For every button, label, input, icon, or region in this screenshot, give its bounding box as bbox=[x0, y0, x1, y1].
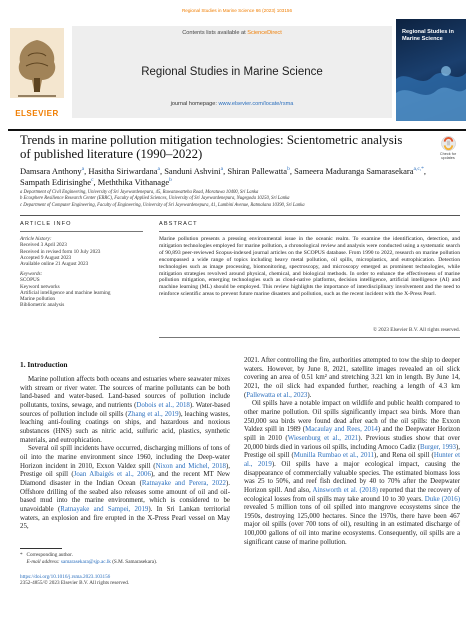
abstract-divider bbox=[159, 231, 460, 232]
body-text: ) and the Deepwater Horizon spill in 2010 ( bbox=[244, 426, 460, 442]
keyword: Keyword networks bbox=[20, 283, 60, 290]
author-name[interactable]: Meththika Vithanage bbox=[97, 176, 170, 187]
citation-link[interactable]: Ratnayake and Perera, 2022 bbox=[141, 479, 226, 487]
citation-link[interactable]: Duke (2016) bbox=[424, 495, 460, 503]
abstract-copyright: © 2023 Elsevier B.V. All rights reserved. bbox=[372, 327, 460, 333]
journal-banner bbox=[72, 26, 392, 118]
article-info-heading: ARTICLE INFO bbox=[20, 221, 72, 227]
journal-homepage-link[interactable]: www.elsevier.com/locate/rsma bbox=[218, 101, 294, 107]
affiliation-divider bbox=[20, 215, 460, 216]
affiliation: a Department of Civil Engineering, University of Sri Jayewardenepura, 45, Rawatawatteha Road, Moratuwa 10400, Sri Lanka bbox=[20, 190, 259, 195]
footnote-divider bbox=[20, 548, 62, 549]
check-for-updates-button[interactable] bbox=[435, 136, 461, 160]
author-email-link[interactable]: samarasekara@sjp.ac.lk bbox=[60, 558, 111, 565]
author-affiliation-marker[interactable]: a,c,* bbox=[413, 166, 424, 173]
author-affiliation-marker[interactable]: a bbox=[220, 166, 224, 173]
body-text: 2021. After controlling the fire, authorities attempted to tow the ship to deeper waters. However, by June 8, 2021, satellite images revealed an oil slick covering an area of 0.51 km² and stretching 3.21 km in length. By June 14, 2021, the oil slick had expanded further, reaching a length of 4.3 km ( bbox=[244, 357, 460, 399]
keyword: Marine pollution bbox=[20, 296, 56, 303]
author-affiliation-marker[interactable]: c bbox=[91, 176, 94, 183]
citation-link[interactable]: Hunter et al., 2019 bbox=[244, 452, 460, 468]
citation-link[interactable]: Ratnayake and Sampei, 2019 bbox=[60, 505, 149, 513]
cover-title: Regional Studies in Marine Science bbox=[402, 29, 454, 42]
section-title-introduction: 1. Introduction bbox=[20, 360, 68, 369]
body-text: ), Prestige oil spill ( bbox=[244, 443, 460, 460]
contents-line: Contents lists available at ScienceDirect bbox=[182, 30, 282, 36]
body-text: Oil spills have a notable impact on wildlife and public health compared to other marine pollution. Oil spills significantly impact sea birds. More than 250,000 sea birds were found dead after each of the oil spills: the Exxon Valdez spill in 1989 ( bbox=[244, 400, 460, 434]
issn-line: 2352-4855/© 2023 Elsevier B.V. All rights reserved. bbox=[20, 580, 130, 587]
body-text: ), and the recent MT New Diamond disaster in the Indian Ocean ( bbox=[20, 471, 230, 487]
author-name[interactable]: Shiran Pallewatta bbox=[227, 166, 288, 176]
affiliations bbox=[20, 190, 460, 209]
citation-link[interactable]: Ainsworth et al. (2018) bbox=[312, 486, 378, 494]
elsevier-tree-icon bbox=[8, 26, 66, 108]
citation-link[interactable]: Pallewatta et al., 2023 bbox=[246, 391, 308, 399]
author-name[interactable]: Hasitha Siriwardana bbox=[88, 166, 158, 176]
article-title: Trends in marine pollution mitigation technologies: Scientometric analysis of published literature (1990–2022) bbox=[20, 133, 403, 161]
keywords bbox=[20, 271, 143, 309]
keyword: Artificial intelligence and machine learning bbox=[20, 289, 111, 296]
check-updates-label: Check for updates bbox=[439, 152, 457, 160]
body-text: ). Previous studies show that over 20,000 birds died in various oil spills, including Amoco Cadiz ( bbox=[244, 434, 461, 451]
citation-link[interactable]: Wiesenburg et al., 2021 bbox=[287, 434, 359, 442]
citation-link[interactable]: Dobois et al., 2018 bbox=[136, 401, 190, 409]
header-divider bbox=[8, 129, 466, 131]
body-text: ). Water-based sources of pollution include oil spills ( bbox=[20, 401, 230, 418]
keywords-label: Keywords: bbox=[20, 271, 43, 277]
intro-right-column bbox=[244, 357, 460, 547]
body-text: ), leaching wastes, leaching anti-fouling coatings on ships, and hazardous and noxious substances (HNS) such as nitric acid, sulfuric acid, plastics, synthetic materials, and eutrophication. bbox=[20, 410, 230, 444]
body-text: ). Oil spills have a major ecological impact, causing the disappearance of commercially valuable species. The estimated biomass loss was 25 to 50%, and reef fish declined by 40 to 70% after the Deepwater Horizon spill. And also, bbox=[244, 460, 460, 494]
abstract-text: Marine pollution presents a pressing environmental issue in the oceanic realm. To examine the identification, detection, and mitigation technologies employed for marine pollution, a chronological review and analysis were conducted using a systematic search of 90,893 peer-reviewed Scopus-indexed journal articles on the SCOPUS database. From 1990 to 2022, research on marine pollution encompassed a wide range of topics including heavy metal pollution, oil spills, microplastics, and eutrophication. Detection technologies such as image processing, biomonitoring, spectroscopy, and microscopy emerged as prominent technologies, while mitigation strategies revolved around physical, chemical, and biological methods. In order to enhance the effectiveness of marine pollution mitigation, emerging technologies such as cloud-native platforms, decision intelligence, artificial intelligence (AI) and machine learning (ML) should be employed. This review highlights the importance of interdisciplinary involvement and the need to reinforce scientific areas to prevent future marine disasters and pollution, such as the recent incident with the X-Press Pearl. bbox=[159, 236, 460, 298]
journal-homepage: journal homepage: www.elsevier.com/locate/rsma bbox=[170, 101, 294, 107]
history-item: Accepted 9 August 2023 bbox=[20, 254, 72, 261]
body-paragraph bbox=[244, 400, 460, 547]
journal-citation: Regional Studies in Marine Science 66 (2023) 103156 bbox=[181, 8, 293, 13]
keyword: SCOPUS bbox=[20, 277, 40, 284]
cover-wave-image bbox=[396, 59, 466, 121]
journal-title: Regional Studies in Marine Science bbox=[141, 66, 323, 78]
citation-link[interactable]: Joan Albaigés et al., 2006 bbox=[73, 471, 151, 479]
corresponding-author-footnote: * Corresponding author. E-mail address: samarasekara@sjp.ac.lk (S.M. Samarasekara). bbox=[20, 552, 158, 565]
author-name[interactable]: Damsara Anthony bbox=[20, 166, 82, 176]
elsevier-logo bbox=[8, 26, 66, 118]
body-paragraph bbox=[20, 445, 230, 532]
history-item: Received 3 April 2023 bbox=[20, 242, 67, 249]
citation-link[interactable]: Macaulay and Rees, 2014 bbox=[305, 426, 378, 434]
info-divider bbox=[20, 231, 143, 232]
body-text: ). In Sri Lankan territorial waters, an explosion and fire erupted in the X-Press Pearl vessel on May 25, bbox=[20, 505, 230, 531]
abstract-end-divider bbox=[159, 337, 460, 338]
body-text: ), and Rena oil spill ( bbox=[374, 452, 434, 460]
body-text: reported that the recovery of ecological losses from oil spills may take around 10 to 30 years. bbox=[244, 486, 460, 503]
abstract-heading: ABSTRACT bbox=[159, 221, 198, 227]
citation-link[interactable]: Nixon and Michel, 2018 bbox=[155, 462, 226, 470]
sciencedirect-link[interactable]: ScienceDirect bbox=[247, 30, 282, 36]
author-name[interactable]: Sameera Maduranga Samarasekara bbox=[294, 166, 414, 176]
doi-link[interactable]: https://doi.org/10.1016/j.rsma.2023.103156 bbox=[20, 574, 111, 580]
author-affiliation-marker[interactable]: b bbox=[169, 176, 172, 183]
keyword: Bibliometric analysis bbox=[20, 302, 65, 309]
body-paragraph bbox=[20, 376, 230, 445]
check-updates-icon bbox=[441, 136, 456, 151]
body-text: Marine pollution affects both oceans and estuaries where seawater mixes with stream or river water. The sources of marine pollutants can be both land-based and water-based. Land-based sources of pollution include pollutants, toxins, sewage, and nutrients ( bbox=[20, 376, 230, 409]
author-affiliation-marker[interactable]: b bbox=[287, 166, 290, 173]
doi-info bbox=[20, 574, 320, 587]
elsevier-wordmark: ELSEVIER bbox=[15, 109, 59, 118]
intro-left-column bbox=[20, 376, 230, 532]
article-history bbox=[20, 236, 143, 267]
body-text: ). Offshore drilling of the seabed also releases some amount of oil and oil-based mud into the marine environment, which is considered to be unavoidable ( bbox=[20, 479, 230, 513]
affiliation: b Ecosphere Resilience Research Center (ERRC), Faculty of Applied Sciences, University of Sri Jayewardenepura, Nugegoda 10250, Sri Lanka bbox=[20, 196, 290, 202]
history-item: Available online 21 August 2023 bbox=[20, 261, 89, 268]
history-item: Received in revised form 10 July 2023 bbox=[20, 248, 101, 255]
author-affiliation-marker[interactable]: a bbox=[157, 166, 160, 173]
citation-link[interactable]: Munilla Rumbao et al., 2011 bbox=[293, 452, 375, 460]
body-paragraph bbox=[244, 357, 460, 400]
journal-header bbox=[8, 19, 466, 127]
body-text: ), Prestige oil spill ( bbox=[20, 462, 230, 479]
author-name[interactable]: Sampath Edirisinghe bbox=[20, 176, 92, 187]
author-name[interactable]: Sanduni Ashvini bbox=[164, 166, 221, 176]
body-text: ). bbox=[307, 391, 312, 399]
citation-link[interactable]: Burger, 1993 bbox=[419, 443, 456, 451]
history-label: Article history: bbox=[20, 236, 52, 242]
author-affiliation-marker[interactable]: a bbox=[81, 166, 85, 173]
citation-link[interactable]: Zhang et al., 2019 bbox=[127, 410, 179, 418]
body-text: revealed 5 million tons of oil spilled into mangrove ecosystems since the 1950s, destroying 125,000 hectares. Since the 1970s, there have been 467 major oil spills (over 700 tons of oil), resulting in an estimated discharge of 100,000 gallons of oil into marine ecosystems. Consequently, oil spills are a significant cause of marine pollution. bbox=[244, 504, 460, 546]
author-list: Damsara Anthony$^a$, Hasitha Siriwardana$^a$, Sanduni Ashvini$^a$, Shiran Pallewatta$^b$, Sameera Maduranga Samarasekara$^{a,c,*}$, Sampath Edirisinghe$^c$, Meththika Vithanage$^b$ bbox=[20, 166, 427, 187]
affiliation: c Department of Computer Engineering, Faculty of Engineering, University of Sri Jayewardenepura, 41, Lumbini Avenue, Ratmalana 10390, Sri Lanka bbox=[20, 202, 305, 208]
body-text: Several oil spill incidents have occurred, discharging millions of tons of oil into the marine environment since 1960, including the Deep-water Horizon incident in 2010, Exxon Valdez spill ( bbox=[20, 445, 230, 470]
journal-cover bbox=[396, 19, 466, 121]
